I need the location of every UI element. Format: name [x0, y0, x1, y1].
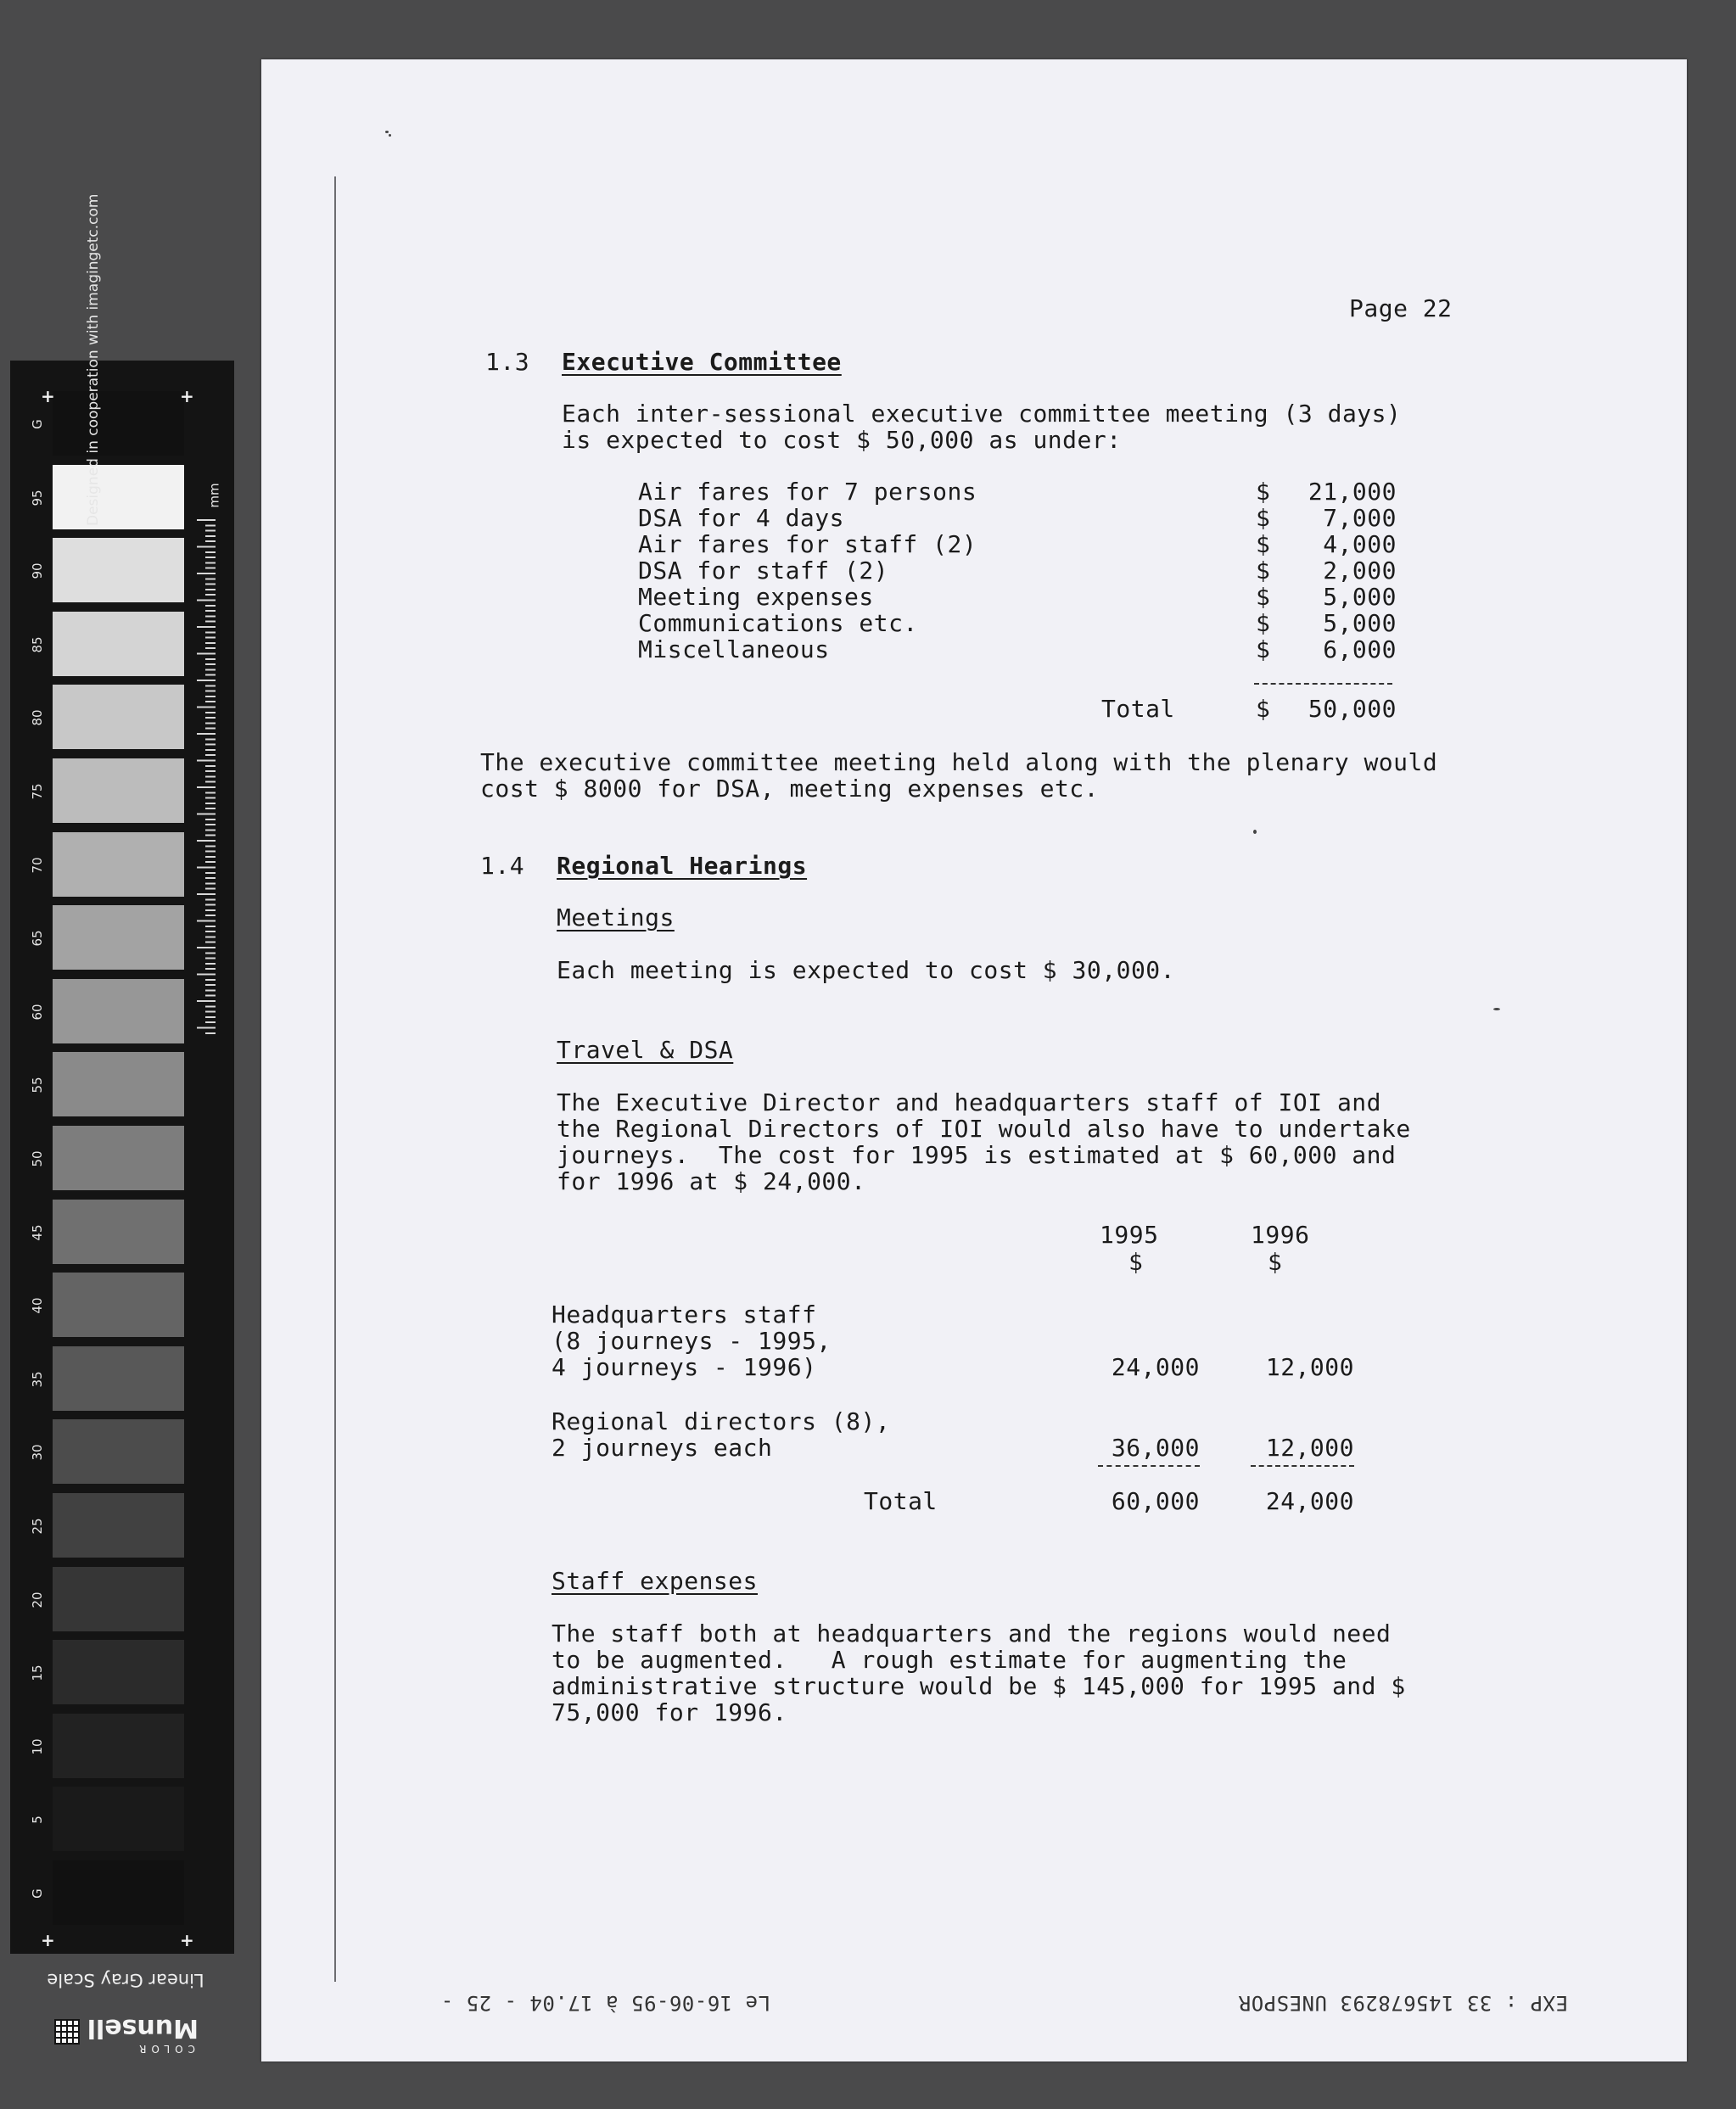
gray-scale-number: G	[30, 1888, 45, 1899]
gray-scale-number: 75	[30, 783, 45, 800]
total-label: Total	[864, 1487, 938, 1515]
paragraph-line: The Executive Director and headquarters staff of IOI and	[557, 1088, 1382, 1116]
registration-mark: +	[41, 386, 55, 406]
registration-mark: +	[180, 386, 194, 406]
cost-item-amount: 7,000	[1323, 504, 1397, 532]
card-credit-text: Designed in cooperation with imagingetc.com	[85, 193, 102, 526]
subtotal-rule	[1251, 1465, 1354, 1467]
fax-timestamp: Le 16-06-95 à 17.04 - 25 -	[440, 1991, 770, 2015]
total-1996: 24,000	[1265, 1487, 1354, 1515]
cost-item-label: Air fares for 7 persons	[638, 478, 977, 506]
gray-scale-number: G	[30, 419, 45, 429]
subsection-heading: Staff expenses	[552, 1567, 759, 1595]
cost-item-amount: 5,000	[1323, 583, 1397, 611]
section-heading: Executive Committee	[562, 348, 842, 376]
cost-item-label: DSA for 4 days	[638, 504, 845, 532]
gray-swatch	[53, 1567, 184, 1631]
gray-scale-number: 10	[30, 1738, 45, 1755]
cost-item-label: Communications etc.	[638, 609, 918, 637]
mm-ruler-major-ticks	[197, 519, 216, 1037]
gray-scale-number: 90	[30, 562, 45, 579]
gray-swatch	[53, 905, 184, 970]
gray-scale-number: 65	[30, 930, 45, 947]
cost-item-label: Miscellaneous	[638, 635, 830, 663]
column-currency-1995: $	[1128, 1248, 1144, 1276]
gray-swatch	[53, 758, 184, 823]
cost-item-amount: 21,000	[1308, 478, 1397, 506]
total-label: Total	[1101, 695, 1175, 723]
gray-scale-number: 60	[30, 1004, 45, 1021]
speck-mark	[1493, 1008, 1500, 1010]
cost-item-currency: $	[1256, 478, 1271, 506]
column-header-1996: 1996	[1251, 1221, 1310, 1249]
row-label: 4 journeys - 1996)	[552, 1353, 817, 1381]
paragraph-line: Each inter-sessional executive committee meeting (3 days)	[562, 400, 1402, 428]
paragraph-line: The executive committee meeting held along with the plenary would	[480, 748, 1438, 776]
paragraph-line: journeys. The cost for 1995 is estimated at $ 60,000 and	[557, 1141, 1397, 1169]
gray-scale-number: 25	[30, 1518, 45, 1535]
row-label: Headquarters staff	[552, 1301, 817, 1329]
cost-item-label: DSA for staff (2)	[638, 557, 889, 585]
column-header-1995: 1995	[1100, 1221, 1159, 1249]
cost-item-currency: $	[1256, 609, 1271, 637]
margin-line	[334, 176, 336, 1982]
munsell-logo-brand: Munsell	[87, 2013, 199, 2043]
total-currency: $	[1256, 695, 1271, 723]
gray-scale-number: 70	[30, 857, 45, 874]
gray-swatch	[53, 1787, 184, 1851]
row-label: 2 journeys each	[552, 1434, 773, 1462]
document-page	[261, 59, 1687, 2061]
gray-swatch	[53, 538, 184, 602]
gray-scale-number: 5	[30, 1815, 45, 1825]
registration-mark: +	[180, 1930, 194, 1950]
row-label: Regional directors (8),	[552, 1407, 891, 1435]
cell-value: 12,000	[1265, 1353, 1354, 1381]
gray-swatch	[53, 1493, 184, 1558]
section-heading: Regional Hearings	[557, 852, 808, 880]
gray-scale-number: 55	[30, 1077, 45, 1094]
cost-item-amount: 4,000	[1323, 530, 1397, 558]
paragraph-line: administrative structure would be $ 145,000 for 1995 and $	[552, 1672, 1406, 1700]
subsection-heading: Travel & DSA	[557, 1036, 734, 1064]
paragraph-line: 75,000 for 1996.	[552, 1698, 787, 1726]
gray-scale-number: 35	[30, 1371, 45, 1388]
gray-swatch	[53, 1346, 184, 1411]
cell-value: 12,000	[1265, 1434, 1354, 1462]
cell-value: 36,000	[1111, 1434, 1200, 1462]
gray-scale-number: 15	[30, 1664, 45, 1681]
gray-swatch	[53, 391, 184, 456]
ruler-unit-label: mm	[206, 483, 222, 508]
cost-item-label: Meeting expenses	[638, 583, 874, 611]
gray-scale-number: 50	[30, 1150, 45, 1167]
cost-item-currency: $	[1256, 504, 1271, 532]
cost-item-currency: $	[1256, 583, 1271, 611]
speck-mark	[389, 134, 391, 137]
section-number: 1.4	[480, 852, 525, 880]
gray-scale-number: 45	[30, 1224, 45, 1241]
gray-scale-number: 95	[30, 489, 45, 506]
munsell-grid-icon	[54, 2019, 80, 2045]
gray-swatch	[53, 979, 184, 1043]
munsell-logo-sub: COLOR	[134, 2043, 195, 2055]
page-number: Page 22	[1349, 294, 1453, 322]
cost-item-amount: 2,000	[1323, 557, 1397, 585]
gray-swatch	[53, 1640, 184, 1704]
subtotal-rule	[1098, 1465, 1200, 1467]
gray-swatch	[53, 1714, 184, 1778]
gray-swatch	[53, 1273, 184, 1337]
cost-item-amount: 6,000	[1323, 635, 1397, 663]
paragraph-line: is expected to cost $ 50,000 as under:	[562, 426, 1122, 454]
speck-mark	[1253, 830, 1257, 834]
paragraph-line: for 1996 at $ 24,000.	[557, 1167, 866, 1195]
registration-mark: +	[41, 1930, 55, 1950]
cost-item-currency: $	[1256, 530, 1271, 558]
speck-mark	[385, 131, 389, 133]
gray-scale-number: 80	[30, 709, 45, 726]
paragraph-line: cost $ 8000 for DSA, meeting expenses etc.	[480, 775, 1100, 803]
gray-scale-number: 85	[30, 636, 45, 653]
gray-scale-number: 20	[30, 1592, 45, 1608]
fax-header-upside-down	[261, 1985, 1687, 2019]
gray-swatch	[53, 465, 184, 529]
gray-swatch	[53, 1419, 184, 1484]
section-number: 1.3	[485, 348, 530, 376]
gray-scale-number: 40	[30, 1297, 45, 1314]
gray-swatch	[53, 832, 184, 897]
column-currency-1996: $	[1268, 1248, 1283, 1276]
row-label: (8 journeys - 1995,	[552, 1327, 832, 1355]
card-title: Linear Gray Scale	[47, 1970, 204, 1990]
paragraph-line: The staff both at headquarters and the regions would need	[552, 1620, 1392, 1647]
gray-swatch	[53, 1200, 184, 1264]
gray-swatch	[53, 1860, 184, 1925]
gray-swatch	[53, 1052, 184, 1116]
total-amount: 50,000	[1308, 695, 1397, 723]
gray-swatch	[53, 1126, 184, 1190]
gray-scale-number: 30	[30, 1444, 45, 1461]
gray-swatch	[53, 685, 184, 749]
paragraph-line: Each meeting is expected to cost $ 30,000.	[557, 956, 1176, 984]
cost-item-currency: $	[1256, 635, 1271, 663]
paragraph-line: the Regional Directors of IOI would also have to undertake	[557, 1115, 1411, 1143]
total-1995: 60,000	[1111, 1487, 1200, 1515]
subtotal-rule	[1254, 683, 1392, 685]
munsell-logo	[51, 2007, 204, 2055]
gray-swatch	[53, 612, 184, 676]
cost-item-currency: $	[1256, 557, 1271, 585]
cost-item-amount: 5,000	[1323, 609, 1397, 637]
paragraph-line: to be augmented. A rough estimate for augmenting the	[552, 1646, 1347, 1674]
subsection-heading: Meetings	[557, 903, 675, 931]
cost-item-label: Air fares for staff (2)	[638, 530, 977, 558]
fax-sender: EXP : 33 145678293 UNESPOR	[1238, 1991, 1568, 2015]
cell-value: 24,000	[1111, 1353, 1200, 1381]
